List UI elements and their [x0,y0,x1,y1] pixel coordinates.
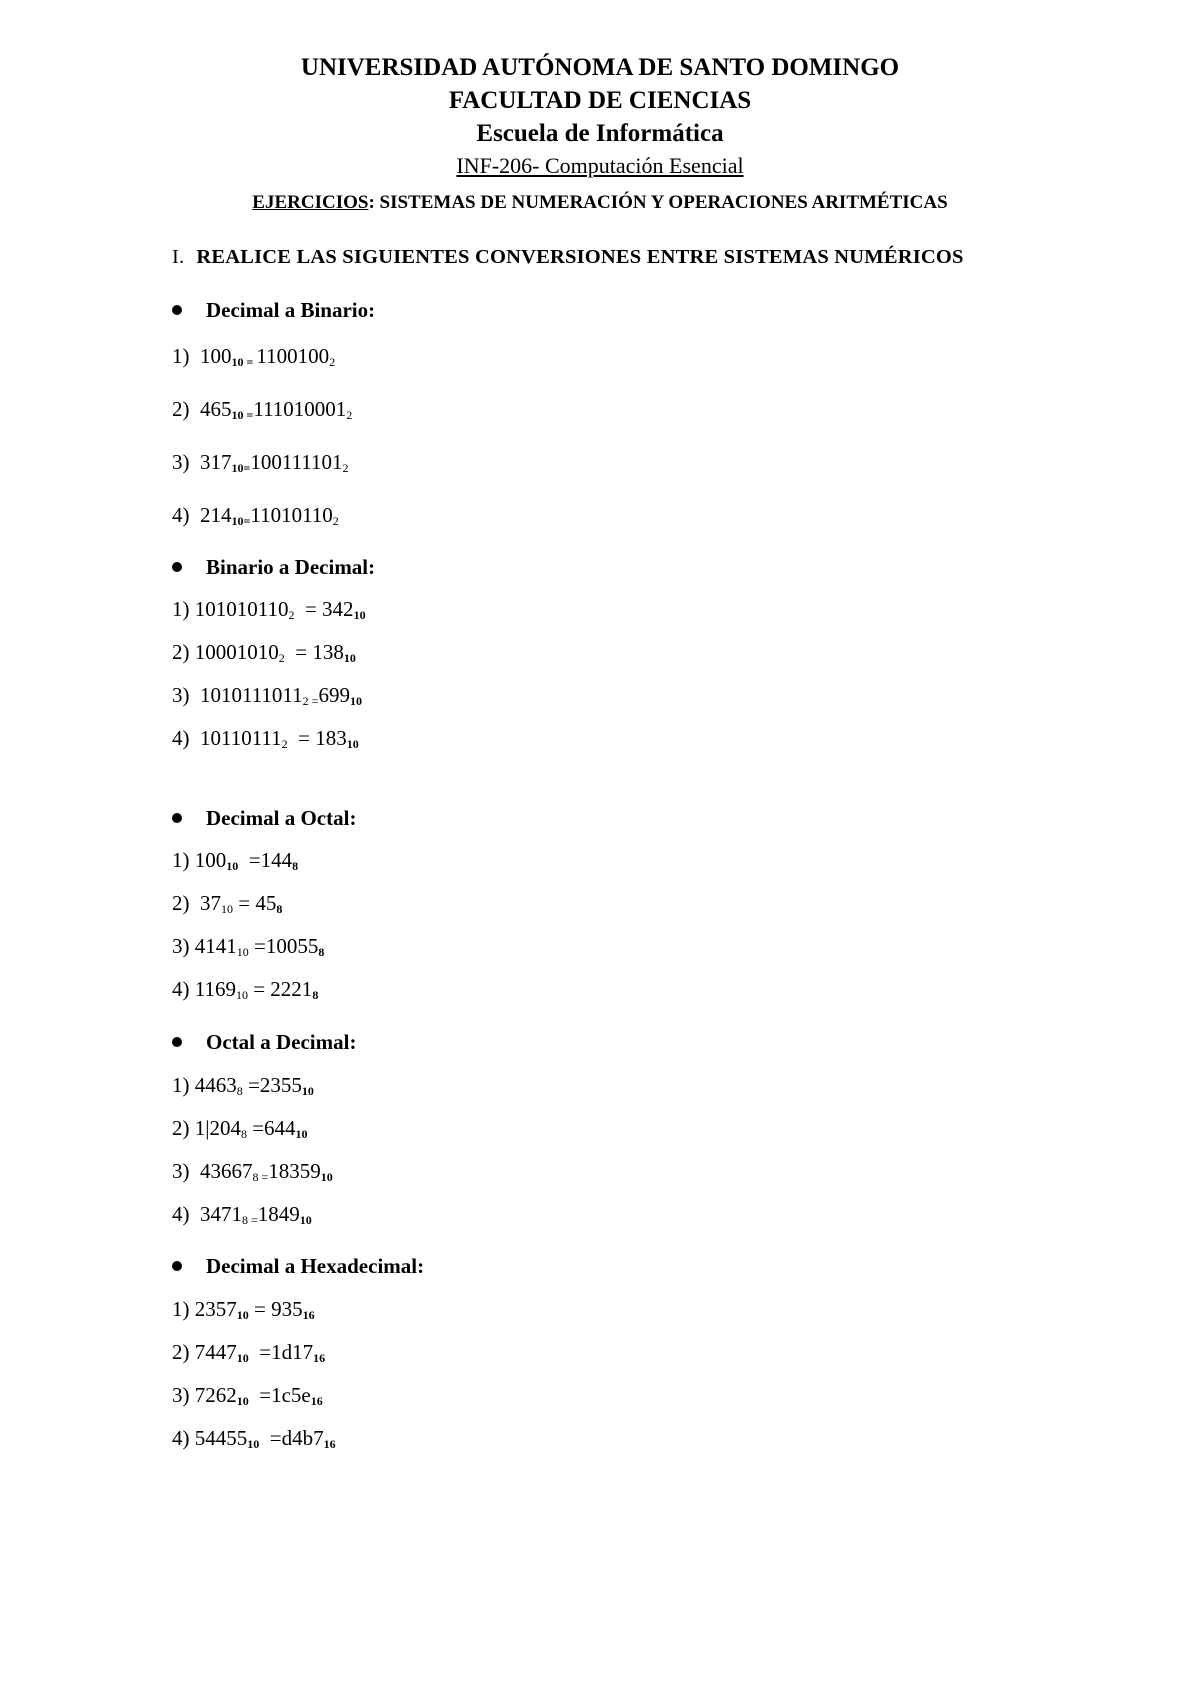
item-prefix: 2) 7447 [172,1340,237,1364]
item-result: =2355 [242,1073,302,1097]
item-subscript: 10 [236,1308,249,1322]
item-subscript: 8 [276,902,283,916]
item-result: =644 [246,1116,296,1140]
item-subscript: 10 [221,902,233,916]
item-prefix: 2) 37 [172,891,221,915]
item-subscript: 10 [235,988,248,1002]
item-subscript: 16 [313,1351,326,1365]
item-subscript: 16 [323,1437,336,1451]
course-title [0,153,1200,179]
school-title: Escuela de Informática [476,120,724,147]
item-subscript: 10 [236,1394,249,1408]
group-title: Octal a Decimal: [206,1030,357,1054]
item-subscript: 10 [236,945,249,959]
bullet-icon [172,1261,182,1271]
item-prefix: 4) 1169 [172,977,236,1001]
item-subscript: 2 [332,514,339,528]
list-item [172,726,359,751]
item-subscript: 8 [292,859,299,873]
section-heading [172,246,964,269]
list-item [172,977,318,1002]
section-title: REALICE LAS SIGUIENTES CONVERSIONES ENTRE SISTEMAS NUMÉRICOS [196,246,964,268]
group-title: Binario a Decimal: [206,555,376,579]
item-subscript: 8 = [252,1170,269,1184]
item-result: = 2221 [247,977,313,1001]
item-result: 11010110 [250,503,333,527]
item-subscript: 8 [318,945,325,959]
list-item [172,640,356,665]
list-item [172,1297,315,1322]
list-item [172,1116,308,1141]
item-result: =1d17 [248,1340,314,1364]
item-subscript: 2 [342,461,349,475]
list-item [172,1426,336,1451]
list-item [172,1340,325,1365]
list-item [172,1159,333,1184]
university-title: UNIVERSIDAD AUTÓNOMA DE SANTO DOMINGO [300,54,900,81]
item-result: = 183 [287,726,347,750]
item-subscript: 10 [295,1127,308,1141]
item-result: = 935 [248,1297,303,1321]
item-subscript: 10 [299,1213,312,1227]
item-subscript: 10 [346,737,359,751]
item-result: 1100100 [256,344,330,368]
item-result: =144 [238,848,293,872]
bullet-icon [172,305,182,315]
list-item [172,848,298,873]
item-subscript: 10 [353,608,366,622]
item-subscript: 2 = [302,694,319,708]
exercises-heading [0,192,1200,214]
list-item [172,1202,312,1227]
group-title: Decimal a Binario: [206,298,376,322]
item-subscript: 10 [343,651,356,665]
item-subscript: 10 = [231,355,257,369]
item-prefix: 2) 10001010 [172,640,279,664]
item-prefix: 1) 101010110 [172,597,289,621]
item-subscript: 2 [281,737,288,751]
item-subscript: 16 [310,1394,323,1408]
item-subscript: 10 = [231,408,254,422]
list-item [172,597,366,622]
item-result: =d4b7 [259,1426,324,1450]
item-prefix: 4) 54455 [172,1426,248,1450]
item-result: =1c5e [248,1383,311,1407]
item-result: = 138 [284,640,344,664]
list-item [172,450,349,475]
item-prefix: 1) 2357 [172,1297,237,1321]
list-item [172,1383,323,1408]
group-title: Decimal a Octal: [206,806,357,830]
item-subscript: 10 [301,1084,314,1098]
item-result: =10055 [248,934,319,958]
item-subscript: 8 [236,1084,243,1098]
bullet-icon [172,562,182,572]
exercises-title: : SISTEMAS DE NUMERACIÓN Y OPERACIONES ARITMÉTICAS [368,192,948,213]
item-prefix: 4) 3471 [172,1202,242,1226]
item-prefix: 3) 4141 [172,934,237,958]
list-item [172,1073,314,1098]
item-prefix: 4) 214 [172,503,232,527]
item-prefix: 1) 100 [172,344,232,368]
bullet-icon [172,1037,182,1047]
item-result: 699 [318,683,350,707]
list-item [172,344,335,369]
list-item [172,934,324,959]
item-subscript: 2 [288,608,295,622]
item-result: 100111101 [250,450,343,474]
group-title: Decimal a Hexadecimal: [206,1254,425,1278]
item-prefix: 2) 1|204 [172,1116,241,1140]
item-subscript: 2 [346,408,353,422]
list-item [172,683,362,708]
item-subscript: 16 [302,1308,315,1322]
item-subscript: 8 [240,1127,247,1141]
item-subscript: 10 [247,1437,260,1451]
list-item [172,397,352,422]
item-subscript: 10= [231,461,251,475]
bullet-icon [172,813,182,823]
item-subscript: 10 [236,1351,249,1365]
item-prefix: 1) 100 [172,848,227,872]
section-numeral: I. [172,246,185,268]
item-result: 111010001 [253,397,347,421]
group-heading-decimal-binario [172,298,375,323]
item-prefix: 3) 7262 [172,1383,237,1407]
item-prefix: 2) 465 [172,397,232,421]
group-heading-decimal-hexadecimal [172,1254,424,1279]
item-prefix: 3) 317 [172,450,232,474]
group-heading-binario-decimal [172,555,375,580]
item-result: = 45 [233,891,277,915]
item-subscript: 2 [278,651,285,665]
exercises-label: EJERCICIOS [252,192,369,213]
group-heading-octal-decimal [172,1030,356,1055]
item-result: 1849 [257,1202,300,1226]
item-subscript: 10 [349,694,362,708]
item-prefix: 3) 1010111011 [172,683,303,707]
item-prefix: 4) 10110111 [172,726,282,750]
list-item [172,503,339,528]
list-item [172,891,282,916]
item-subscript: 8 [312,988,319,1002]
item-result: = 342 [294,597,354,621]
item-prefix: 3) 43667 [172,1159,253,1183]
faculty-title: FACULTAD DE CIENCIAS [448,87,752,114]
item-prefix: 1) 4463 [172,1073,237,1097]
item-subscript: 10 [320,1170,333,1184]
item-subscript: 10 [226,859,239,873]
item-subscript: 2 [329,355,336,369]
group-heading-decimal-octal [172,806,356,831]
course-name: INF-206- Computación Esencial [456,153,744,178]
item-result: 18359 [268,1159,321,1183]
item-subscript: 10= [231,514,251,528]
item-subscript: 8 = [242,1213,258,1227]
